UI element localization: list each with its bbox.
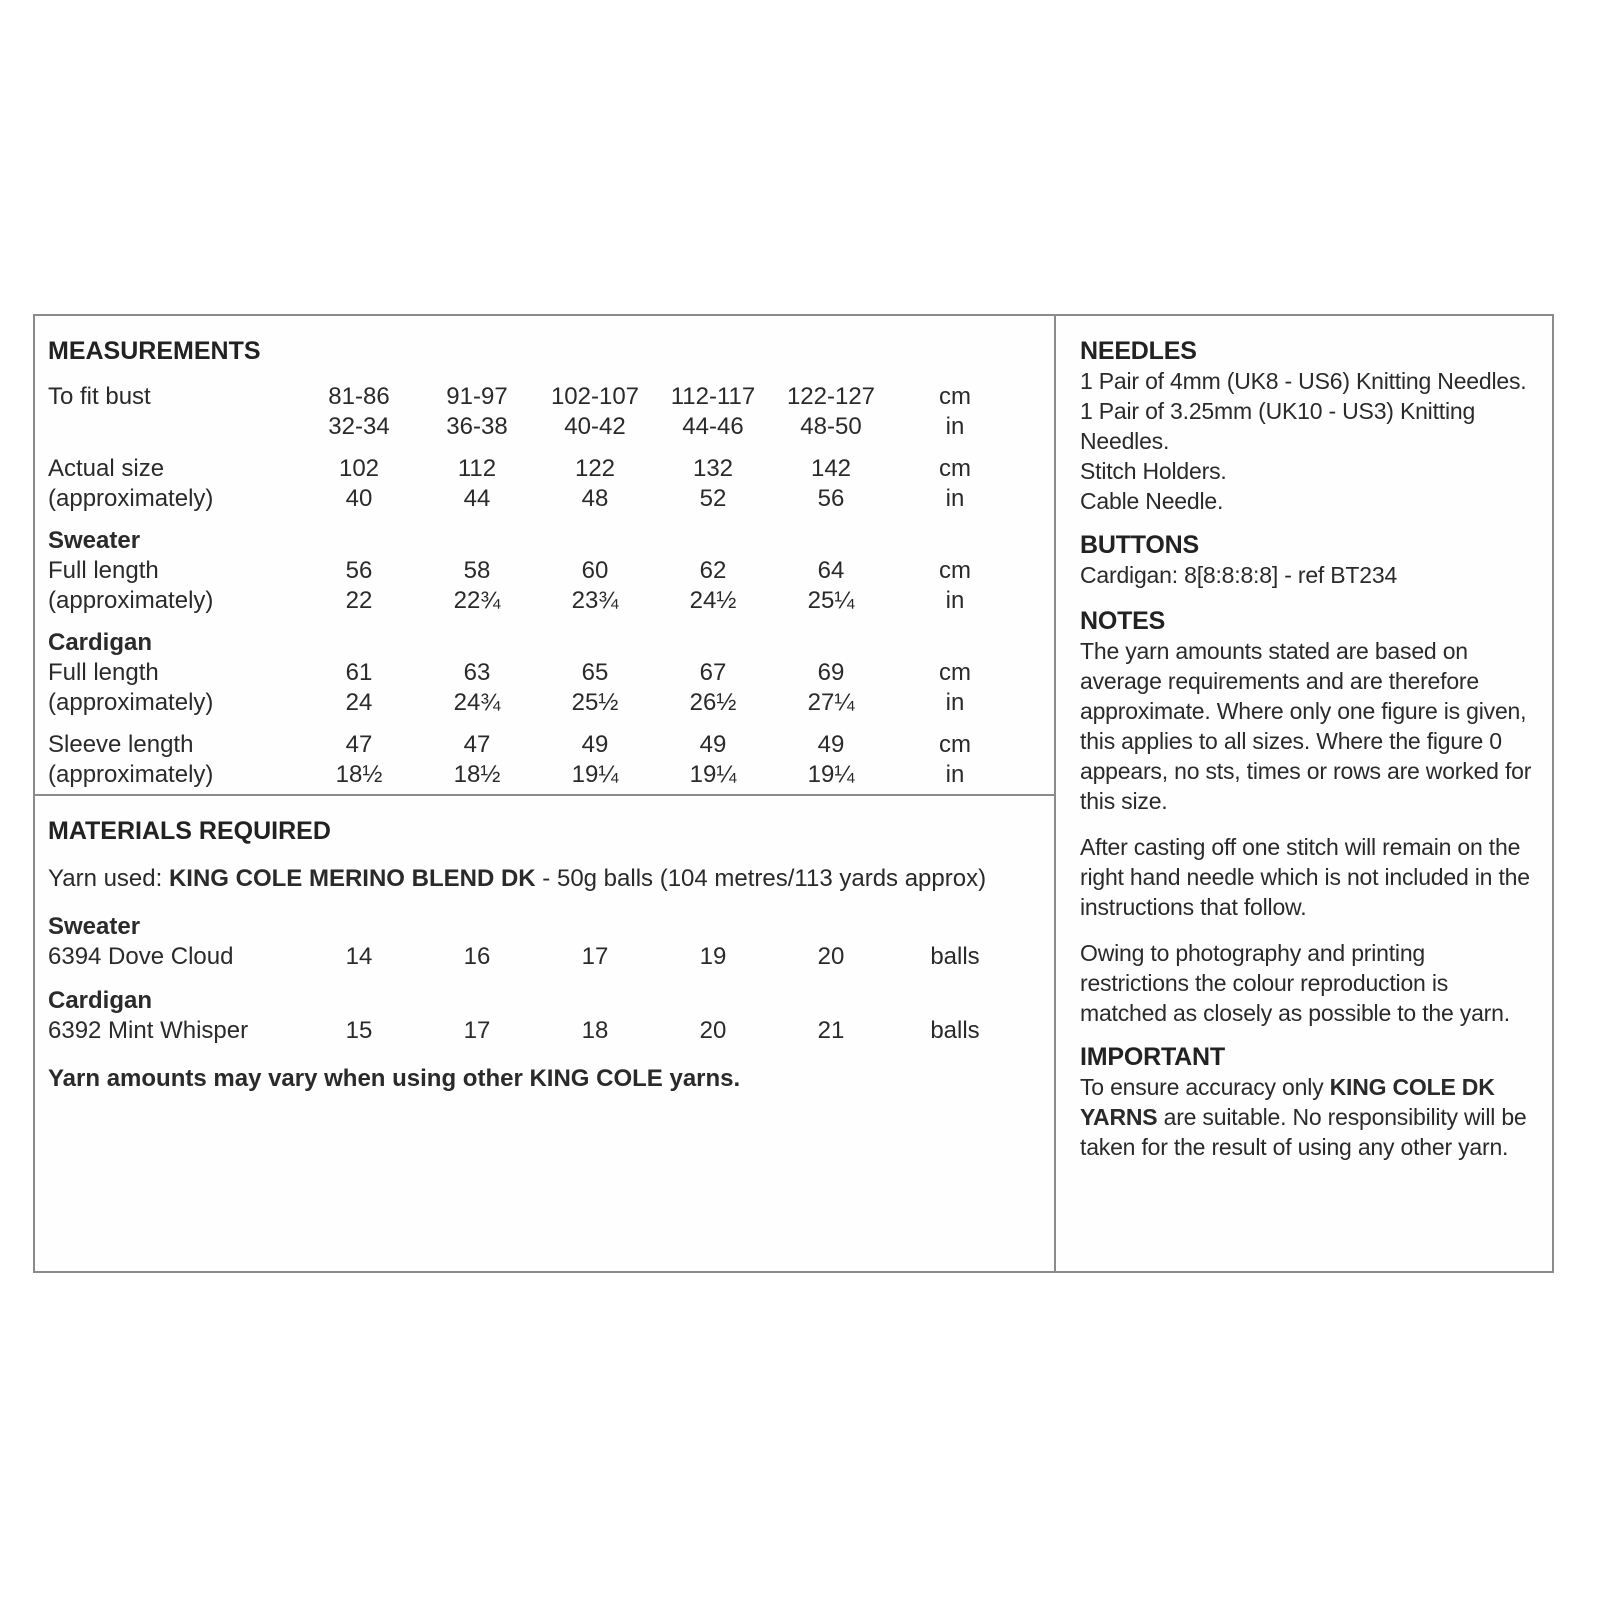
measurement-cell: 60 23¾ [571,557,619,614]
important-title: IMPORTANT [1080,1043,1225,1071]
measurement-sublabel-line: (approximately) [48,485,214,512]
measurement-unit-cell: cm in [939,383,971,440]
needles-item: 1 Pair of 3.25mm (UK10 - US3) Knitting Needles. [1080,398,1476,454]
measurement-unit-cell: cm in [939,455,971,512]
measurement-sublabel-line: (approximately) [48,587,214,614]
left-pane [35,316,1056,1271]
materials-title: MATERIALS REQUIRED [48,817,331,845]
measurement-cell: 112-117 44-46 [670,383,756,440]
yarn-quantity-cell: 18 [581,1017,609,1044]
measurement-sublabel-line: (approximately) [48,761,214,788]
right-pane [1056,316,1552,1271]
yarn-quantity-cell: 14 [345,943,373,970]
measurement-cell: 67 26½ [689,659,737,716]
buttons-info-line: Cardigan: 8[8:8:8:8] - ref BT234 [1080,562,1398,588]
yarn-quantity-cell: 20 [699,1017,727,1044]
measurement-cell: 56 22 [345,557,373,614]
yarn-quantity-cell: 17 [581,943,609,970]
yarn-quantity-cell: 15 [345,1017,373,1044]
measurement-label-line: Actual size [48,455,165,482]
yarn-shade-name: 6394 Dove Cloud [48,943,234,970]
yarn-quantity-cell: 17 [463,1017,491,1044]
measurement-cell: 132 52 [692,455,734,512]
measurement-unit-cell: cm in [939,659,971,716]
materials-row-sweater [48,942,1054,972]
important-bold-text: KING COLE DK YARNS [1080,1074,1495,1130]
measurement-cell: 64 25¼ [807,557,855,614]
measurement-cell: 49 19¼ [807,731,855,788]
measurement-cell: 63 24¾ [453,659,501,716]
notes-paragraph: After casting off one stitch will remain on the right hand needle which is not included in the instructions that follow. [1080,834,1530,920]
measurement-row-label [48,658,300,718]
yarn-quantity-cell: 19 [699,943,727,970]
notes-title: NOTES [1080,607,1166,635]
materials-section [35,796,1054,1271]
measurement-cell: 122-127 48-50 [786,383,876,440]
yarn-quantity-unit: balls [930,1017,980,1044]
measurement-row-label [48,382,300,442]
measurements-sweater-header: Sweater [48,527,141,554]
measurements-section [35,316,1054,796]
measurement-label-line: To fit bust [48,383,151,410]
measurement-cell: 62 24½ [689,557,737,614]
yarn-used-prefix: Yarn used: [48,865,169,892]
measurements-title: MEASUREMENTS [48,337,261,365]
measurement-row-actual-size [48,454,1054,514]
measurement-cell: 102-107 40-42 [550,383,640,440]
measurement-cell: 69 27¼ [807,659,855,716]
measurement-label-line: Full length [48,659,159,686]
measurement-cell: 61 24 [345,659,373,716]
notes-paragraph: The yarn amounts stated are based on average requirements and are therefore approximate. Where only one figure is given, this applies to all sizes. Where the figure 0 appears, no sts, times or rows are worked for this size. [1080,638,1532,814]
needles-item: Cable Needle. [1080,488,1224,514]
measurement-label-line: Sleeve length [48,731,194,758]
needles-title: NEEDLES [1080,337,1197,365]
measurement-cell: 49 19¼ [689,731,737,788]
yarn-shade-name: 6392 Mint Whisper [48,1017,249,1044]
materials-row-cardigan [48,1016,1054,1046]
measurement-cell: 81-86 32-34 [328,383,390,440]
notes-paragraph: Owing to photography and printing restrictions the colour reproduction is matched as closely as possible to the yarn. [1080,940,1510,1026]
measurement-unit-cell: cm in [939,557,971,614]
buttons-title: BUTTONS [1080,531,1199,559]
yarn-name: KING COLE MERINO BLEND DK [168,865,536,892]
yarn-quantity-cell: 16 [463,943,491,970]
measurement-sublabel-line: (approximately) [48,689,214,716]
important-prefix: To ensure accuracy only [1080,1074,1330,1100]
measurement-cell: 102 40 [338,455,380,512]
measurement-cell: 58 22¾ [453,557,501,614]
yarn-used-line [48,864,1054,894]
measurement-cell: 142 56 [810,455,852,512]
materials-cardigan-header: Cardigan [48,987,153,1014]
measurement-row-cardigan-full-length [48,658,1054,718]
yarn-quantity-unit: balls [930,943,980,970]
measurements-cardigan-header: Cardigan [48,629,153,656]
yarn-amounts-note: Yarn amounts may vary when using other KING COLE yarns. [48,1065,741,1092]
yarn-used-suffix: - 50g balls (104 metres/113 yards approx) [535,865,987,892]
yarn-quantity-cell: 21 [817,1017,845,1044]
needles-item: 1 Pair of 4mm (UK8 - US6) Knitting Needles. [1080,368,1527,394]
measurement-label-line: Full length [48,557,159,584]
yarn-quantity-cell: 20 [817,943,845,970]
important-paragraph [1080,1072,1538,1162]
measurement-row-label [48,730,300,790]
measurement-row-label [48,454,300,514]
measurement-row-to-fit-bust [48,382,1054,442]
needles-item: Stitch Holders. [1080,458,1227,484]
measurement-cell: 65 25½ [571,659,619,716]
measurement-cell: 112 44 [457,455,497,512]
materials-sweater-header: Sweater [48,913,141,940]
measurement-cell: 122 48 [574,455,616,512]
measurement-row-sleeve-length [48,730,1054,790]
measurement-row-sweater-full-length [48,556,1054,616]
pattern-info-panel [33,314,1554,1273]
measurement-unit-cell: cm in [939,731,971,788]
measurement-cell: 49 19¼ [571,731,619,788]
measurement-cell: 47 18½ [453,731,501,788]
measurement-cell: 47 18½ [335,731,383,788]
important-suffix: are suitable. No responsibility will be taken for the result of using any other yarn. [1080,1104,1527,1160]
measurement-cell: 91-97 36-38 [446,383,508,440]
measurement-row-label [48,556,300,616]
